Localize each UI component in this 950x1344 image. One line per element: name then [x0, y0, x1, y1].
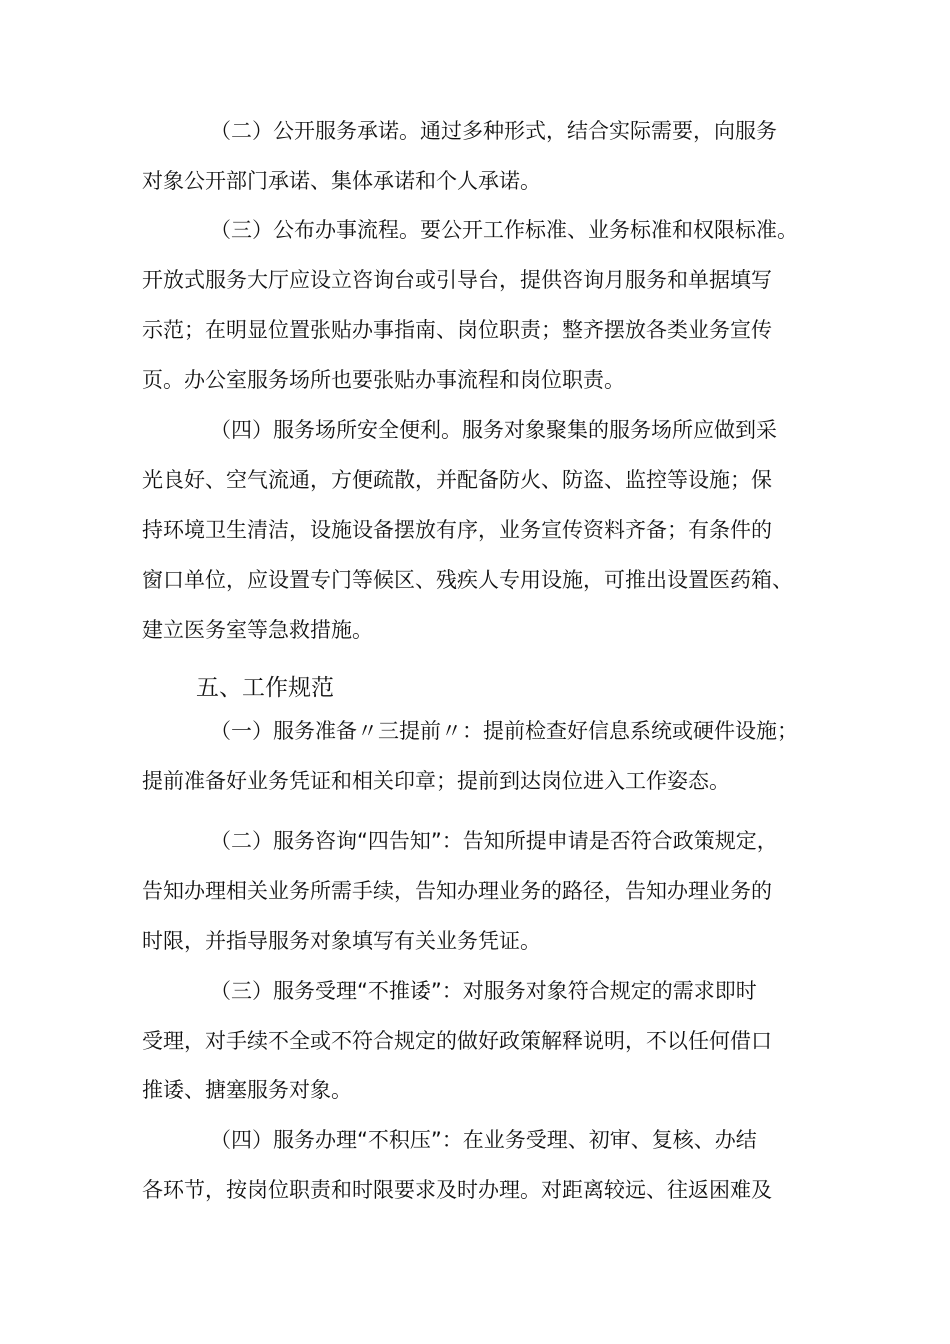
paragraph-line: 受理，对手续不全或不符合规定的做好政策解释说明，不以任何借口	[142, 1029, 772, 1053]
paragraph-line: 光良好、空气流通，方便疏散，并配备防火、防盗、监控等设施；保	[142, 468, 772, 492]
paragraph-line: 告知办理相关业务所需手续，告知办理业务的路径，告知办理业务的	[142, 879, 772, 903]
paragraph-line: 各环节，按岗位职责和时限要求及时办理。对距离较远、往返困难及	[142, 1178, 772, 1202]
paragraph-line: （四）服务场所安全便利。服务对象聚集的服务场所应做到采	[210, 418, 777, 442]
paragraph-line: 推诿、搪塞服务对象。	[142, 1078, 352, 1102]
paragraph-line: 提前准备好业务凭证和相关印章；提前到达岗位进入工作姿态。	[142, 769, 730, 793]
paragraph-line: 示范；在明显位置张贴办事指南、岗位职责；整齐摆放各类业务宣传	[142, 318, 772, 342]
paragraph-line: （二）服务咨询“四告知”：告知所提申请是否符合政策规定，	[210, 829, 778, 853]
paragraph-line: 对象公开部门承诺、集体承诺和个人承诺。	[142, 169, 541, 193]
paragraph-line: 持环境卫生清洁，设施设备摆放有序，业务宣传资料齐备；有条件的	[142, 518, 772, 542]
paragraph-line: 页。办公室服务场所也要张贴办事流程和岗位职责。	[142, 368, 625, 392]
paragraph-line: （三）服务受理“不推诿”：对服务对象符合规定的需求即时	[210, 979, 757, 1003]
paragraph-line: 建立医务室等急救措施。	[142, 618, 373, 642]
paragraph-line: 时限，并指导服务对象填写有关业务凭证。	[142, 929, 541, 953]
paragraph-line: （一）服务准备〃三提前〃：提前检查好信息系统或硬件设施；	[210, 719, 798, 743]
paragraph-line: （三）公布办事流程。要公开工作标准、业务标准和权限标准。	[210, 218, 798, 242]
paragraph-line: （二）公开服务承诺。通过多种形式，结合实际需要，向服务	[210, 119, 777, 143]
section-heading: 五、工作规范	[196, 675, 334, 701]
paragraph-line: 窗口单位，应设置专门等候区、残疾人专用设施，可推出设置医药箱、	[142, 568, 793, 592]
paragraph-line: （四）服务办理“不积压”：在业务受理、初审、复核、办结	[210, 1128, 757, 1152]
paragraph-line: 开放式服务大厅应设立咨询台或引导台，提供咨询月服务和单据填写	[142, 268, 772, 292]
